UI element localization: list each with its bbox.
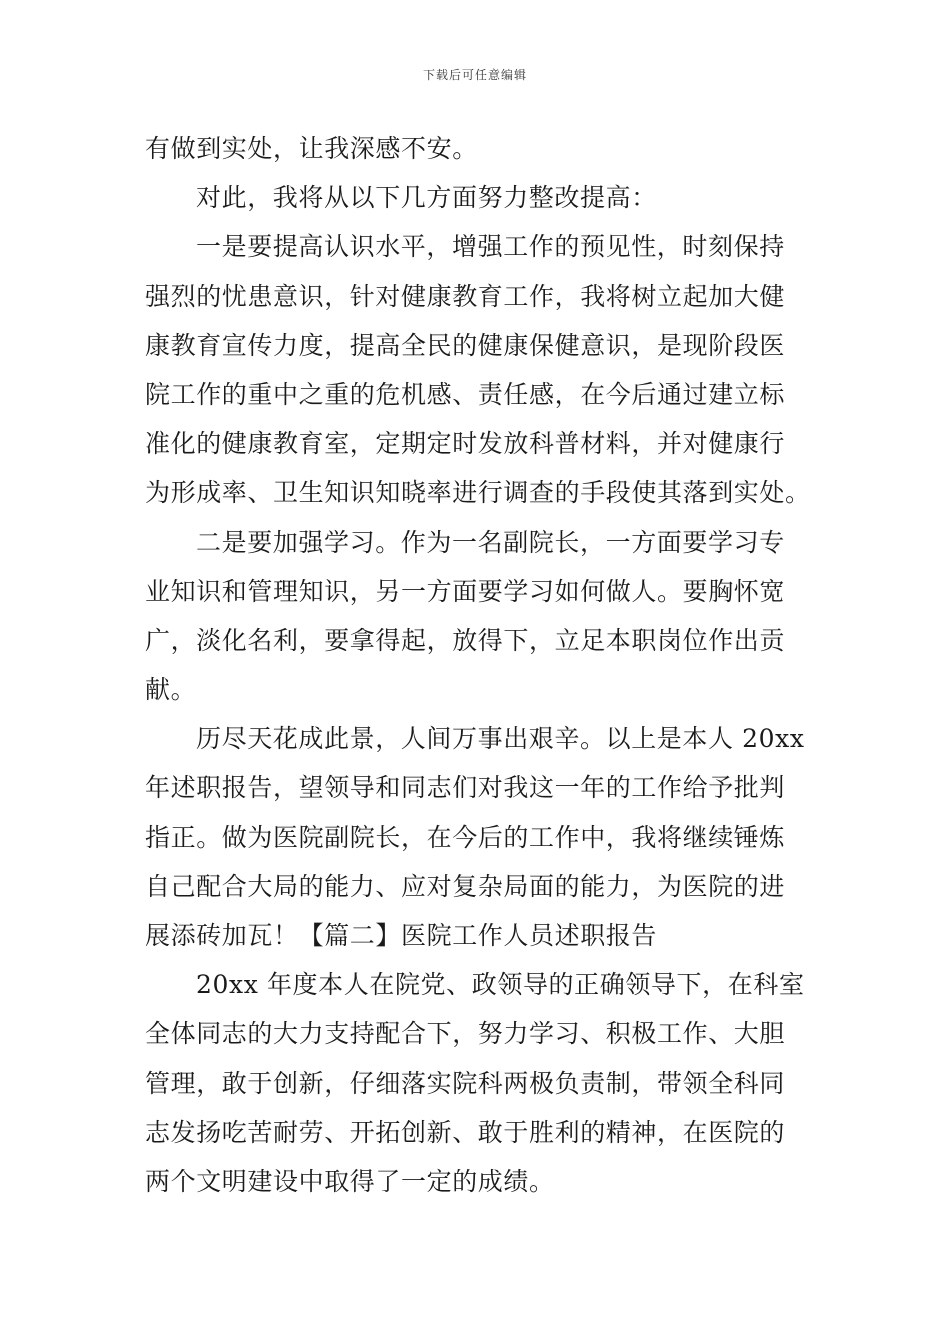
document-body	[145, 124, 810, 1206]
text-line: 两个文明建设中取得了一定的成绩。	[145, 1166, 555, 1196]
text-line: 二是要加强学习。作为一名副院长，一方面要学习专	[196, 527, 785, 557]
text-line: 指正。做为医院副院长，在今后的工作中，我将继续锤炼	[145, 822, 786, 852]
text-line: 院工作的重中之重的危机感、责任感，在今后通过建立标	[145, 379, 786, 409]
text-line: 志发扬吃苦耐劳、开拓创新、敢于胜利的精神，在医院的	[145, 1117, 786, 1147]
text-line: 准化的健康教育室，定期定时发放科普材料，并对健康行	[145, 429, 786, 459]
text-line: 历尽天花成此景，人间万事出艰辛。以上是本人 20xx	[196, 724, 805, 754]
text-line: 自己配合大局的能力、应对复杂局面的能力，为医院的进	[145, 871, 786, 901]
text-line: 20xx 年度本人在院党、政领导的正确领导下，在科室	[196, 970, 805, 1000]
text-line: 为形成率、卫生知识知晓率进行调查的手段使其落到实处。	[145, 478, 811, 508]
text-line: 展添砖加瓦！【篇二】医院工作人员述职报告	[145, 921, 658, 950]
text-line: 广，淡化名利，要拿得起，放得下，立足本职岗位作出贡	[145, 625, 786, 655]
text-line: 献。	[145, 675, 197, 705]
text-line: 一是要提高认识水平，增强工作的预见性，时刻保持	[196, 232, 785, 262]
page-header: 下载后可任意编辑	[422, 68, 527, 82]
text-line: 康教育宣传力度，提高全民的健康保健意识，是现阶段医	[145, 330, 786, 360]
text-line: 全体同志的大力支持配合下，努力学习、积极工作、大胆	[145, 1019, 786, 1049]
text-line: 管理，敢于创新，仔细落实院科两极负责制，带领全科同	[145, 1068, 786, 1098]
text-line: 业知识和管理知识，另一方面要学习如何做人。要胸怀宽	[145, 576, 786, 606]
text-line: 对此，我将从以下几方面努力整改提高：	[196, 183, 657, 213]
text-line: 有做到实处，让我深感不安。	[145, 134, 478, 163]
text-line: 强烈的忧患意识，针对健康教育工作，我将树立起加大健	[145, 281, 786, 311]
text-line: 年述职报告，望领导和同志们对我这一年的工作给予批判	[145, 773, 786, 803]
